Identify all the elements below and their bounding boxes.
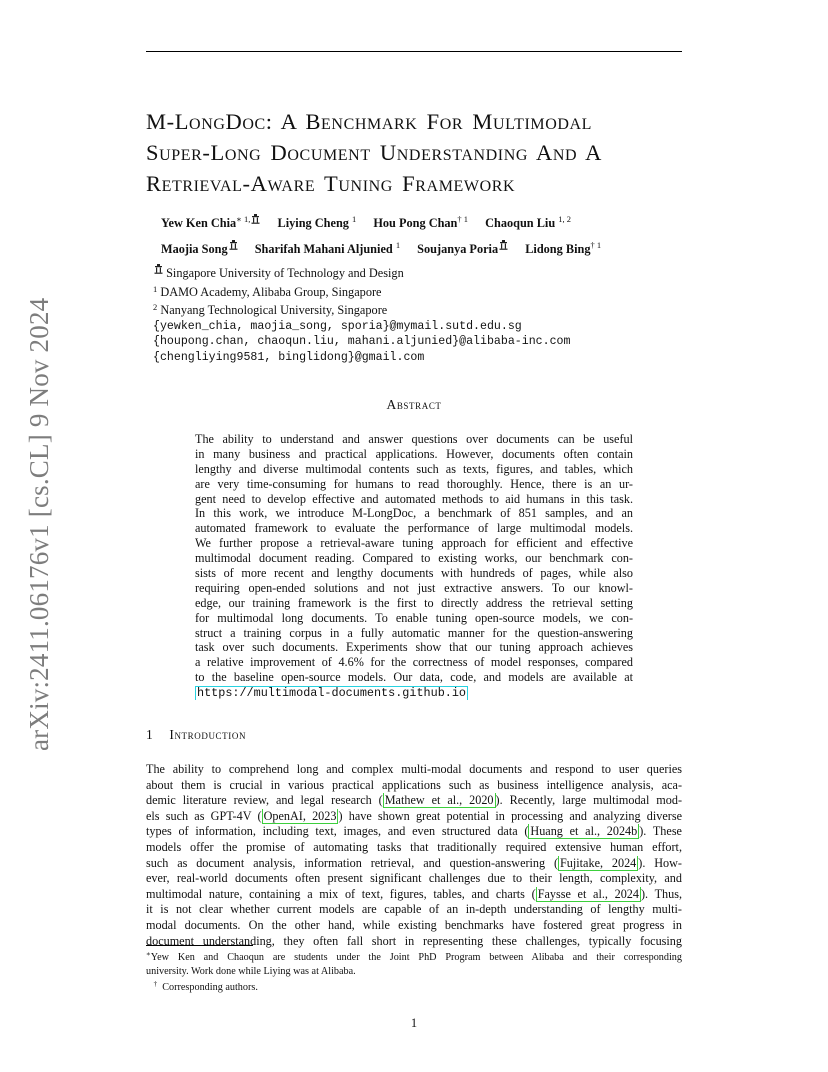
sutd-tower-icon	[251, 214, 260, 224]
affiliations	[153, 264, 570, 365]
footnote-text: Yew Ken and Chaoqun are students under the Joint PhD Program between Alibaba and their corresponding	[150, 952, 682, 963]
abstract-line: In this work, we introduce M-LongDoc, a benchmark of 851 samples, and an	[195, 506, 633, 521]
author-list	[161, 208, 615, 260]
sutd-tower-icon	[499, 240, 508, 250]
abstract-line: in many business and practical applications. However, documents often contain	[195, 446, 633, 461]
abstract-line: automated framework to evaluate the performance of large multimodal models.	[195, 521, 633, 536]
intro-line	[146, 809, 682, 825]
section-title: Introduction	[169, 727, 247, 742]
intro-line	[146, 918, 682, 934]
intro-text: types of information, including text, images, and even structured data (	[146, 824, 529, 839]
intro-text: models offer the promise of automating tasks that traditionally required extensive human effort,	[146, 839, 682, 854]
citation-link[interactable]: Faysse et al., 2024	[537, 886, 639, 901]
affiliation-text: DAMO Academy, Alibaba Group, Singapore	[160, 284, 382, 299]
author-marks: ∗ 1,	[236, 214, 251, 224]
abstract-line: sists of more recent and lengthy documents with hundreds of pages, while also	[195, 566, 633, 581]
section-heading-introduction	[146, 727, 246, 743]
footnote-rule	[146, 945, 253, 946]
intro-line	[146, 934, 682, 950]
intro-text: modal documents. On the other hand, while existing benchmarks have fostered great progress in	[146, 917, 682, 932]
citation-link[interactable]: Fujitake, 2024	[560, 855, 637, 870]
author	[255, 234, 400, 260]
footnote-line	[146, 948, 682, 965]
title-line: Super-Long Document Understanding And A	[146, 140, 602, 165]
abstract-line: gent need to develop effective and automated methods to aid humans in this task.	[195, 491, 633, 506]
abstract-line: The ability to understand and answer questions over documents can be useful	[195, 432, 633, 446]
author	[485, 208, 571, 234]
author-marks: 1	[395, 240, 401, 250]
author	[161, 208, 260, 234]
abstract-line	[195, 685, 633, 700]
abstract-line: multimodal document reading. Compared to existing works, our benchmark con-	[195, 551, 633, 566]
abstract-line: We further propose a retrieval-aware tuning approach for efficient and effective	[195, 536, 633, 551]
intro-text: ). Recently, large multimodal mod-	[495, 793, 682, 808]
author-marks: † 1	[457, 214, 469, 224]
author	[417, 238, 508, 260]
author-row	[161, 234, 615, 260]
affiliation-mark: 1	[153, 283, 158, 294]
email-line[interactable]: {chengliying9581, binglidong}@gmail.com	[153, 350, 425, 364]
citation-link[interactable]: Huang et al., 2024b	[530, 824, 638, 839]
author-marks: 1, 2	[558, 214, 572, 224]
introduction-body	[146, 762, 682, 949]
sutd-tower-icon	[154, 264, 163, 274]
intro-text: ). Thus,	[641, 886, 682, 901]
title-line: M-LongDoc: A Benchmark For Multimodal	[146, 109, 593, 134]
affiliation-line	[153, 264, 570, 282]
abstract-line: a relative improvement of 4.6% for the correctness of model responses, compared	[195, 655, 633, 670]
author-name: Hou Pong Chan	[373, 216, 458, 230]
email-line[interactable]: {yewken_chia, maojia_song, sporia}@mymail.sutd.edu.sg	[153, 319, 522, 333]
intro-line	[146, 840, 682, 856]
footnote-mark: †	[153, 980, 158, 989]
intro-text: els such as GPT-4V (	[146, 808, 262, 823]
intro-line	[146, 793, 682, 809]
abstract-line: to the baseline open-source models. Our data, code, and models are available at	[195, 670, 633, 685]
author-row	[161, 208, 615, 234]
affiliation-mark: 2	[153, 302, 158, 312]
abstract-line: task over such documents. Experiments show that our tuning approach achieves	[195, 640, 633, 655]
email-line[interactable]: {houpong.chan, chaoqun.liu, mahani.aljunied}@alibaba-inc.com	[153, 335, 571, 348]
intro-line	[146, 887, 682, 903]
intro-line	[146, 856, 682, 872]
footnotes	[146, 948, 682, 995]
project-url-link[interactable]: https://multimodal-documents.github.io	[197, 686, 467, 701]
intro-line	[146, 778, 682, 794]
intro-text: ) have shown great potential in processing and analyzing diverse	[338, 808, 682, 823]
author	[161, 238, 238, 260]
footnote-line	[146, 978, 682, 995]
affiliation-text: Singapore University of Technology and Design	[166, 266, 404, 280]
abstract-heading: Abstract	[386, 397, 442, 412]
arxiv-identifier[interactable]: arXiv:2411.06176v1 [cs.CL] 9 Nov 2024	[24, 297, 54, 751]
intro-text: The ability to comprehend long and complex multi-modal documents and respond to user queries	[146, 762, 682, 776]
intro-text: multimodal nature, containing a mix of text, figures, tables, and charts (	[146, 886, 536, 901]
abstract-line: struct a training corpus in a fully automatic manner for the question-answering	[195, 625, 633, 640]
author-name: Sharifah Mahani Aljunied	[254, 242, 393, 256]
affiliation-line	[153, 300, 570, 319]
author-name: Soujanya Poria	[417, 242, 499, 256]
author	[373, 208, 468, 234]
author-name: Chaoqun Liu	[485, 216, 556, 230]
abstract-body	[195, 432, 633, 700]
title-line: Retrieval-Aware Tuning Framework	[146, 171, 516, 196]
affiliation-text: Nanyang Technological University, Singapore	[160, 303, 388, 317]
intro-line	[146, 824, 682, 840]
section-number: 1	[146, 727, 154, 742]
author	[525, 234, 601, 260]
top-rule	[146, 51, 682, 52]
page-number: 1	[410, 1016, 418, 1030]
intro-text: about them is crucial in various practical applications such as business intelligence analysis, aca-	[146, 777, 682, 792]
intro-line	[146, 902, 682, 918]
intro-text: ever, real-world documents often present significant challenges due to their length, complexity, and	[146, 871, 682, 886]
intro-text: demic literature review, and legal research (	[146, 793, 383, 808]
footnote-line: university. Work done while Liying was at Alibaba.	[146, 965, 356, 977]
footnote-mark: ∗	[146, 950, 151, 958]
abstract-line: requiring open-ended solutions and not just extractive answers. To our knowl-	[195, 580, 633, 595]
affiliation-line	[153, 282, 570, 301]
intro-text: ). How-	[638, 855, 682, 870]
intro-text: ). These	[639, 824, 682, 839]
abstract-line: are very time-consuming for humans to read thoroughly. Hence, there is an ur-	[195, 476, 633, 491]
abstract-line: lengthy and diverse multimodal contents such as texts, figures, and tables, which	[195, 461, 633, 476]
author-name: Maojia Song	[161, 242, 228, 256]
citation-link[interactable]: Mathew et al., 2020	[384, 793, 494, 808]
author-marks: † 1	[590, 240, 602, 250]
sutd-tower-icon	[229, 240, 238, 250]
author-name: Yew Ken Chia	[161, 216, 237, 230]
footnote-text: Corresponding authors.	[162, 982, 258, 994]
author-name: Lidong Bing	[525, 242, 591, 256]
abstract-line: edge, our training framework is the first to directly address the retrieval setting	[195, 595, 633, 610]
intro-line	[146, 871, 682, 887]
author	[278, 208, 357, 234]
abstract-line: for multimodal long documents. To enable tuning open-source models, we con-	[195, 610, 633, 625]
author-marks: 1	[352, 214, 357, 224]
paper-title	[146, 106, 686, 199]
author-name: Liying Cheng	[277, 216, 349, 230]
intro-text: document understanding, they often fall short in representing these challenges, typically focusing	[146, 933, 682, 948]
intro-line	[146, 762, 682, 778]
citation-link[interactable]: OpenAI, 2023	[263, 808, 337, 823]
intro-text: it is not clear whether current models are capable of an in-depth understanding of lengthy multi-	[146, 902, 682, 917]
intro-text: such as document analysis, information retrieval, and question-answering (	[146, 855, 559, 870]
